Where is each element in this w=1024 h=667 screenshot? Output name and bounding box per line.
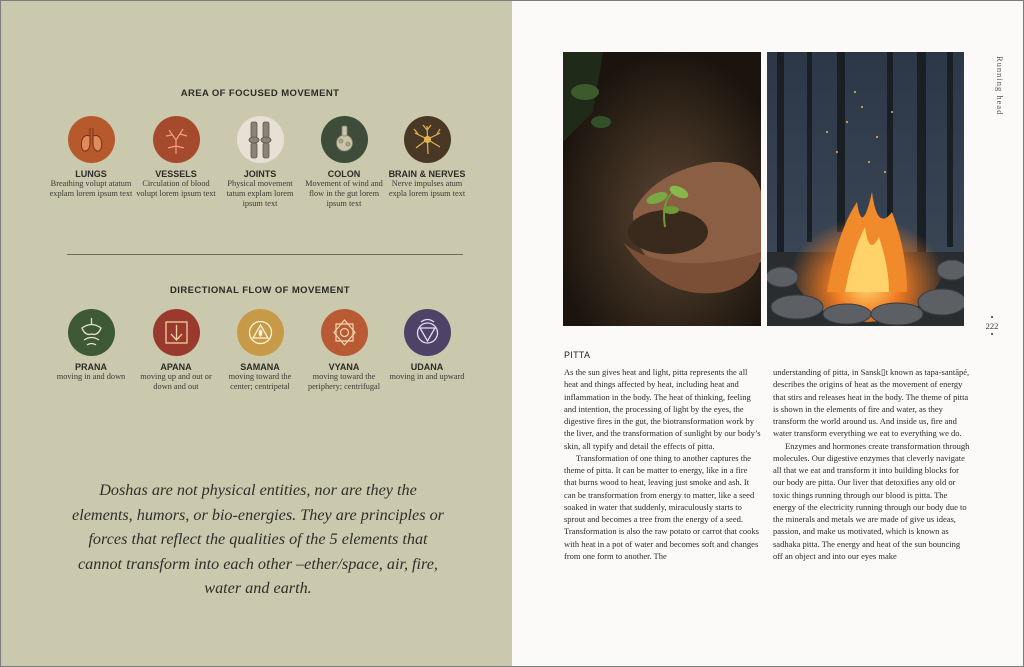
directional-item-title: UDANA	[410, 362, 444, 372]
directional-item-prana	[49, 309, 133, 382]
body-paragraph: Transformation of one thing to another captures the theme of pitta. It can be matter to energy, like in a fire that burns wood to heat, leaving just smoke and ash. It can be transformation from energy to matter, like a seed soaked in water that suddenly, miraculously starts to sprout and becomes a tree from the energy of a seed. Transformation is also the raw potato or carrot that cooks with heat in a pot of water and becomes soft and changes from one form to another. The	[564, 452, 759, 561]
apana-symbol-icon	[153, 309, 200, 356]
section-divider	[67, 254, 463, 255]
body-paragraph: Enzymes and hormones create transformation through molecules. Our digestive enzymes that cleverly navigate all that we eat and transform it into building blocks for our body are pitta. Our liver that detoxifies any old or toxic things running through our blood is pitta. The energy of the electricity running through our body due to the minerals and metals we are made of give us ideas, passion, and make us motivated, which is known as sadhaka pitta. The energy and heat of the sun bouncing off an object and into our eyes make	[773, 440, 970, 561]
samana-symbol-icon	[237, 309, 284, 356]
body-paragraph: As the sun gives heat and light, pitta represents the all heat and things affected by heat, including heat and inflammation in the body. The heat of thinking, feeling and intention, the processing of light by the eyes, the digestive fires in the gut, the biotransformation work by the liver, and the transformation of sunlight by our body’s skin, all typify and detail the effects of pitta.	[564, 367, 761, 451]
directional-item-apana	[134, 309, 218, 392]
lungs-icon	[68, 116, 115, 163]
directional-item-vyana	[302, 309, 386, 392]
directional-flow-heading: DIRECTIONAL FLOW OF MOVEMENT	[170, 285, 350, 296]
body-paragraph: understanding of pitta, in Sansk▯t known as tapa-santāpé, describes the origins of heat as the movement of energy that stirs and releases heat in the body. The theme of pitta is shown in the elements of fire and water, as they transform the world around us. And inside us, fire and water transform everything we eat to everything we do.	[773, 367, 970, 439]
neuron-icon	[404, 116, 451, 163]
knee-joint-icon	[237, 116, 284, 163]
blood-vessels-icon	[153, 116, 200, 163]
focused-item-title: COLON	[327, 169, 361, 179]
directional-item-title: APANA	[160, 362, 192, 372]
focused-item-joints	[218, 116, 302, 208]
focused-item-desc: Movement of wind and flow in the gut lorem ipsum text	[305, 179, 383, 208]
campfire-in-forest-photo	[767, 52, 964, 326]
hands-holding-seedling-photo	[563, 52, 761, 326]
page-number-value: 222	[985, 321, 999, 331]
directional-item-title: VYANA	[328, 362, 360, 372]
focused-item-title: BRAIN & NERVES	[388, 169, 466, 179]
vyana-symbol-icon	[321, 309, 368, 356]
focused-item-desc: Breathing volupt atatum explam lorem ipsum text	[49, 179, 133, 198]
focused-item-brain-nerves	[385, 116, 469, 199]
directional-item-title: PRANA	[74, 362, 107, 372]
directional-item-desc: moving in and upward	[389, 372, 465, 381]
directional-item-title: SAMANA	[240, 362, 280, 372]
prana-symbol-icon	[68, 309, 115, 356]
pull-quote: Doshas are not physical entities, nor are they the elements, humors, or bio-energies. They are principles or forces that reflect the qualities of the 5 elements that cannot transform into each other –ether/space, air, fire, water and earth.	[72, 481, 444, 597]
focused-item-vessels	[134, 116, 218, 199]
focused-item-title: JOINTS	[243, 169, 277, 179]
directional-item-desc: moving toward the periphery; centrifugal	[307, 372, 381, 391]
focused-item-desc: Nerve impulses atum expla lorem ipsum text	[388, 179, 466, 198]
directional-item-udana	[385, 309, 469, 382]
directional-item-samana	[218, 309, 302, 392]
pitta-heading: PITTA	[564, 350, 591, 360]
focused-movement-heading: AREA OF FOCUSED MOVEMENT	[180, 88, 340, 99]
focused-item-desc: Physical movement tatum explam lorem ipsum text	[226, 179, 294, 208]
page-number: • 222 •	[985, 313, 999, 339]
directional-item-desc: moving toward the center; centripetal	[228, 372, 292, 391]
focused-item-colon	[302, 116, 386, 208]
body-column-2	[773, 366, 970, 562]
directional-item-desc: moving up and out or down and out	[140, 372, 212, 391]
focused-item-desc: Circulation of blood volupt lorem ipsum text	[136, 179, 216, 198]
focused-item-title: LUNGS	[75, 169, 107, 179]
colon-icon	[321, 116, 368, 163]
focused-item-lungs	[49, 116, 133, 199]
udana-symbol-icon	[404, 309, 451, 356]
directional-item-desc: moving in and down	[56, 372, 126, 381]
body-column-1	[564, 366, 761, 562]
running-head: Running head	[995, 56, 1005, 116]
focused-item-title: VESSELS	[155, 169, 197, 179]
